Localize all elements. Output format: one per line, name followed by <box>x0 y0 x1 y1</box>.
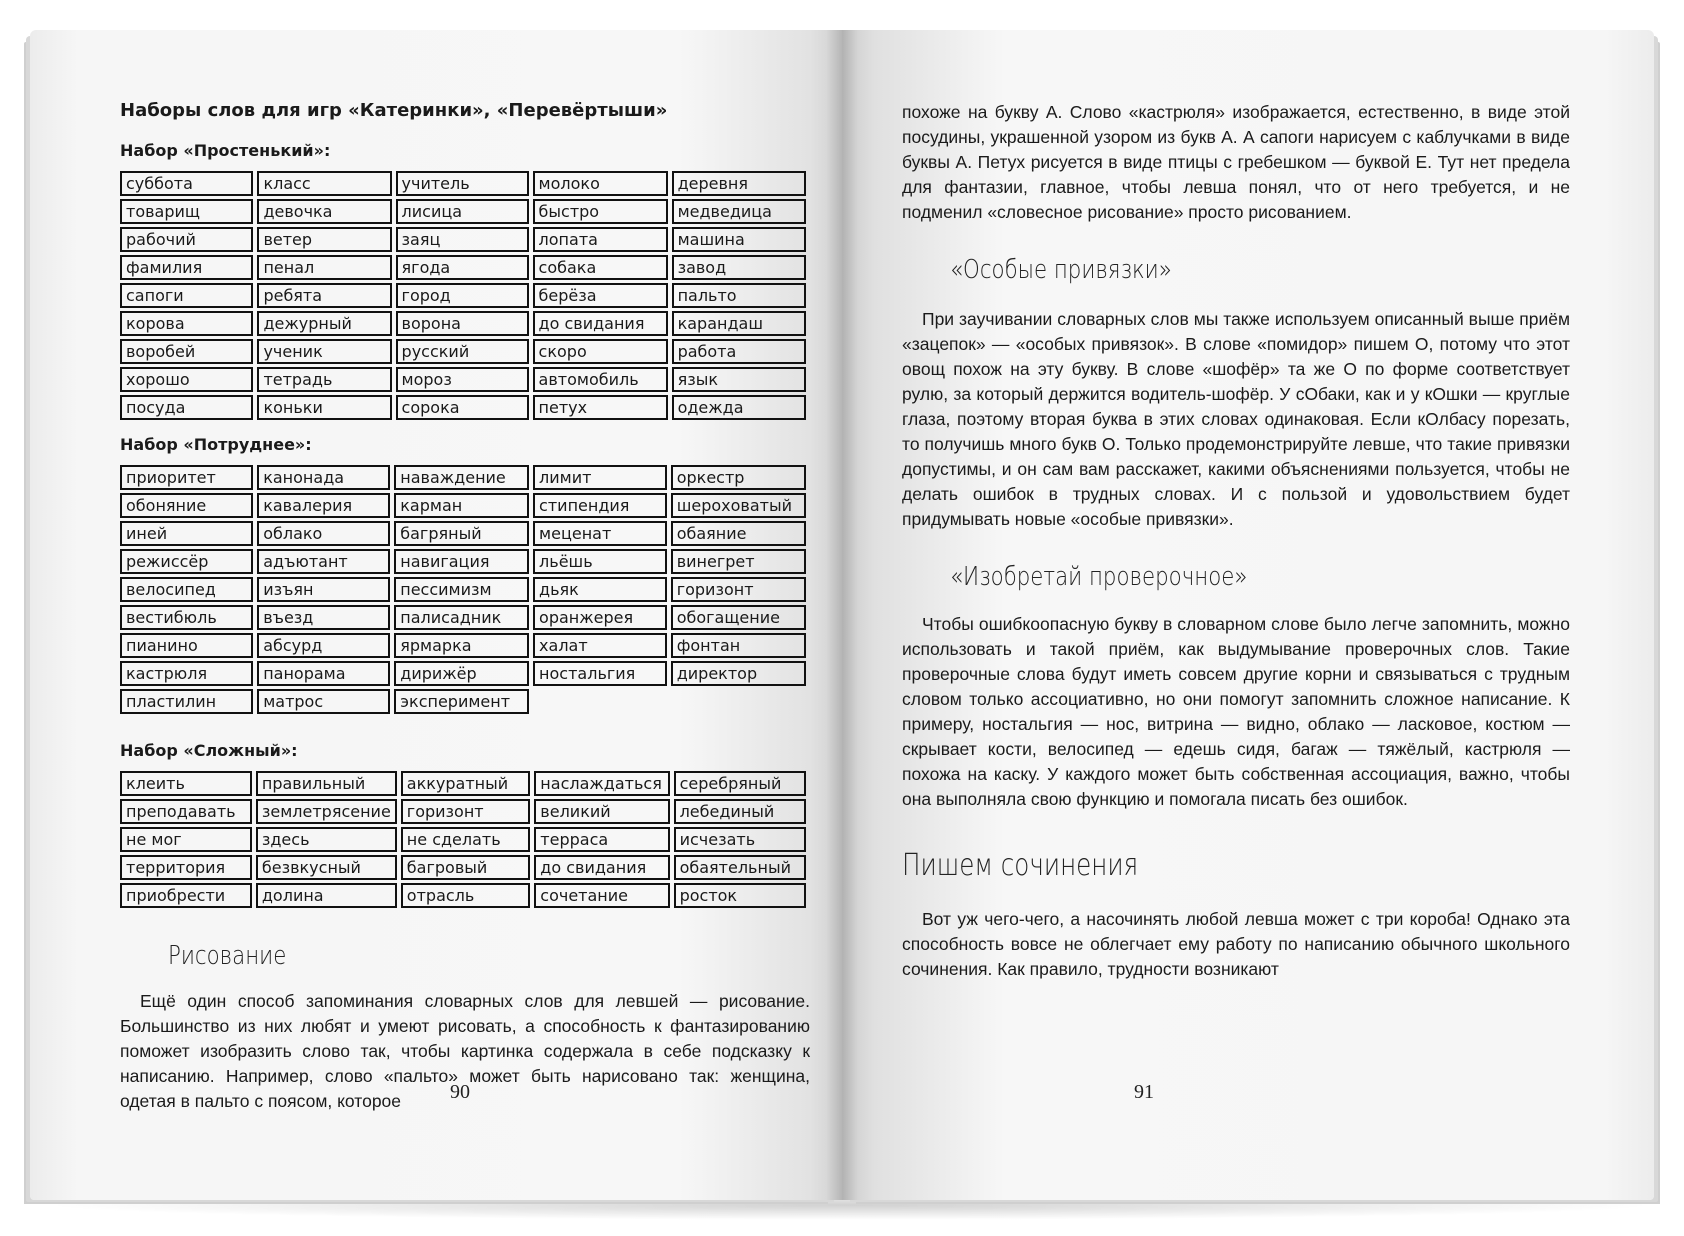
word-cell: преподавать <box>120 799 252 824</box>
word-cell: ребята <box>257 283 391 308</box>
word-cell: ворона <box>396 311 529 336</box>
word-cell: палисадник <box>394 605 529 630</box>
empty-cell <box>533 689 667 714</box>
word-cell: сапоги <box>120 283 253 308</box>
compositions-paragraph: Вот уж чего-чего, а насочинять любой левша может с три короба! Однако эта способность вовсе не облегчает ему работу по написанию обычного школьного сочинения. Как правило, трудности возникают <box>902 909 1570 979</box>
word-cell: учитель <box>396 171 529 196</box>
table-row <box>120 367 806 392</box>
word-cell: ученик <box>257 339 391 364</box>
word-cell: товарищ <box>120 199 253 224</box>
word-cell: тетрадь <box>257 367 391 392</box>
page-number-left: 90 <box>450 1081 470 1103</box>
word-cell: сочетание <box>534 883 669 908</box>
word-cell: собака <box>533 255 668 280</box>
word-cell: ветер <box>257 227 391 252</box>
word-cell: ностальгия <box>533 661 667 686</box>
word-cell: директор <box>671 661 806 686</box>
word-cell: воробей <box>120 339 253 364</box>
table-row <box>120 465 806 490</box>
word-cell: завод <box>672 255 806 280</box>
word-cell: пессимизм <box>394 577 529 602</box>
word-cell: берёза <box>533 283 668 308</box>
word-cell: панорама <box>257 661 390 686</box>
word-cell: петух <box>533 395 668 420</box>
word-cell: дьяк <box>533 577 667 602</box>
table-row <box>120 171 806 196</box>
word-cell: дежурный <box>257 311 391 336</box>
word-cell: одежда <box>672 395 806 420</box>
word-cell: серебряный <box>674 771 806 796</box>
word-cell: терраса <box>534 827 669 852</box>
word-cell: приоритет <box>120 465 253 490</box>
table-row <box>120 339 806 364</box>
word-cell: кавалерия <box>257 493 390 518</box>
word-cell: канонада <box>257 465 390 490</box>
word-cell: не сделать <box>401 827 531 852</box>
word-cell: матрос <box>257 689 390 714</box>
word-cell: скоро <box>533 339 668 364</box>
word-cell: наваждение <box>394 465 529 490</box>
word-cell: винегрет <box>671 549 806 574</box>
table-row <box>120 661 806 686</box>
word-cell: приобрести <box>120 883 252 908</box>
table-row <box>120 521 806 546</box>
word-cell: территория <box>120 855 252 880</box>
table-row <box>120 689 806 714</box>
word-cell: город <box>396 283 529 308</box>
word-cell: долина <box>256 883 397 908</box>
set-title-harder: Набор «Потруднее»: <box>120 435 312 454</box>
word-cell: безвкусный <box>256 855 397 880</box>
word-table-complex <box>116 768 810 911</box>
word-cell: велосипед <box>120 577 253 602</box>
table-row <box>120 771 806 796</box>
word-cell: корова <box>120 311 253 336</box>
word-cell: режиссёр <box>120 549 253 574</box>
word-cell: обаятельный <box>674 855 806 880</box>
word-cell: машина <box>672 227 806 252</box>
drawing-paragraph: Ещё один способ запоминания словарных слов для левшей — рисование. Большинство из них любят и умеют рисовать, а способность к фантазированию поможет изобразить слово так, чтобы картинка содержала в себе подсказку к написанию. Например, слово «пальто» может быть нарисовано так: женщина, одетая в пальто с поясом, которое <box>120 991 810 1111</box>
word-cell: язык <box>672 367 806 392</box>
table-row <box>120 855 806 880</box>
word-cell: не мог <box>120 827 252 852</box>
word-cell: деревня <box>672 171 806 196</box>
section-title: Наборы слов для игр «Катеринки», «Перевёртыши» <box>120 100 668 121</box>
word-cell: карман <box>394 493 529 518</box>
left-page-content <box>120 100 810 1114</box>
word-cell: девочка <box>257 199 391 224</box>
word-cell: лисица <box>396 199 529 224</box>
table-row <box>120 827 806 852</box>
word-cell: адъютант <box>257 549 390 574</box>
word-cell: лебединый <box>674 799 806 824</box>
word-cell: карандаш <box>672 311 806 336</box>
word-cell: багряный <box>394 521 529 546</box>
word-cell: обогащение <box>671 605 806 630</box>
word-cell: посуда <box>120 395 253 420</box>
word-cell: до свидания <box>534 855 669 880</box>
table-row <box>120 549 806 574</box>
word-cell: въезд <box>257 605 390 630</box>
word-cell: пианино <box>120 633 253 658</box>
compositions-heading: Пишем сочинения <box>902 848 1139 883</box>
word-cell: оркестр <box>671 465 806 490</box>
invent-check-paragraph: Чтобы ошибкоопасную букву в словарном слове было легче запомнить, можно использовать и такой приём, как выдумывание проверочных слов. Такие проверочные слова будут иметь совсем другие корни и связываться с трудным словом только ассоциативно, но они помогут запомнить сложное написание. К примеру, ностальгия — нос, витрина — видно, облако — ласковое, костюм — скрывает кости, велосипед — едешь сидя, багаж — тяжёлый, кастрюля — похожа на каску. У каждого может быть собственная ассоциация, важно, чтобы она выполняла свою функцию и помогала писать без ошибок. <box>902 614 1570 809</box>
special-links-heading: «Особые привязки» <box>950 255 1172 285</box>
word-cell: лимит <box>533 465 667 490</box>
word-cell: стипендия <box>533 493 667 518</box>
special-links-paragraph: При заучивании словарных слов мы также используем описанный выше приём «зацепок» — «особых привязок». В слове «помидор» пишем О, потому что этот овощ похож на эту букву. В слове «шофёр» та же О по форме соответствует рулю, за который держится водитель-шофёр. У сОбаки, как и у кОшки — круглые глаза, поэтому вторая буква в этих словах одинаковая. Если кОлбасу порезать, то получишь много букв О. Только продемонстрируйте левше, что такие привязки допустимы, и он сам вам расскажет, какими объяснениями пользуется, чтобы не делать ошибок в трудных словах. И с пользой и удовольствием будет придумывать новые «особые привязки». <box>902 309 1570 529</box>
word-cell: обаяние <box>671 521 806 546</box>
word-cell: молоко <box>533 171 668 196</box>
table-row <box>120 255 806 280</box>
word-cell: халат <box>533 633 667 658</box>
word-cell: шероховатый <box>671 493 806 518</box>
table-row <box>120 311 806 336</box>
word-cell: исчезать <box>674 827 806 852</box>
word-cell: правильный <box>256 771 397 796</box>
invent-check-heading: «Изобретай проверочное» <box>950 562 1248 592</box>
word-cell: клеить <box>120 771 252 796</box>
intro-paragraph: похоже на букву А. Слово «кастрюля» изображается, естественно, в виде этой посудины, украшенной узором из букв А. А сапоги нарисуем с каблучками в виде буквы А. Петух рисуется в виде птицы с гребешком — буквой Е. Тут нет предела для фантазии, главное, чтобы левша понял, что от него требуется, и не подменил «словесное рисование» просто рисованием. <box>902 102 1570 222</box>
drawing-heading: Рисование <box>168 941 287 971</box>
table-row <box>120 199 806 224</box>
word-cell: быстро <box>533 199 668 224</box>
word-cell: облако <box>257 521 390 546</box>
word-cell: русский <box>396 339 529 364</box>
word-cell: льёшь <box>533 549 667 574</box>
word-cell: суббота <box>120 171 253 196</box>
word-cell: обоняние <box>120 493 253 518</box>
word-cell: сорока <box>396 395 529 420</box>
word-cell: мороз <box>396 367 529 392</box>
word-cell: коньки <box>257 395 391 420</box>
word-cell: класс <box>257 171 391 196</box>
word-cell: заяц <box>396 227 529 252</box>
word-cell: аккуратный <box>401 771 531 796</box>
table-row <box>120 633 806 658</box>
table-row <box>120 283 806 308</box>
right-page-content <box>902 100 1570 982</box>
word-cell: автомобиль <box>533 367 668 392</box>
word-cell: великий <box>534 799 669 824</box>
table-row <box>120 577 806 602</box>
word-cell: пальто <box>672 283 806 308</box>
word-cell: горизонт <box>671 577 806 602</box>
set-title-complex: Набор «Сложный»: <box>120 741 298 760</box>
book-gutter <box>826 30 858 1200</box>
word-cell: фонтан <box>671 633 806 658</box>
word-cell: работа <box>672 339 806 364</box>
word-cell: ярмарка <box>394 633 529 658</box>
word-cell: пенал <box>257 255 391 280</box>
word-cell: абсурд <box>257 633 390 658</box>
word-cell: здесь <box>256 827 397 852</box>
word-cell: ягода <box>396 255 529 280</box>
table-row <box>120 395 806 420</box>
word-cell: дирижёр <box>394 661 529 686</box>
word-cell: наслаждаться <box>534 771 669 796</box>
word-cell: изъян <box>257 577 390 602</box>
word-cell: лопата <box>533 227 668 252</box>
word-cell: иней <box>120 521 253 546</box>
word-cell: отрасль <box>401 883 531 908</box>
table-row <box>120 883 806 908</box>
word-cell: вестибюль <box>120 605 253 630</box>
word-cell: навигация <box>394 549 529 574</box>
word-cell: оранжерея <box>533 605 667 630</box>
word-table-harder <box>116 462 810 717</box>
word-cell: меценат <box>533 521 667 546</box>
word-cell: рабочий <box>120 227 253 252</box>
table-row <box>120 227 806 252</box>
table-row <box>120 493 806 518</box>
word-cell: кастрюля <box>120 661 253 686</box>
word-cell: медведица <box>672 199 806 224</box>
word-cell: хорошо <box>120 367 253 392</box>
table-row <box>120 799 806 824</box>
word-cell: росток <box>674 883 806 908</box>
word-cell: землетрясение <box>256 799 397 824</box>
word-cell: пластилин <box>120 689 253 714</box>
word-cell: эксперимент <box>394 689 529 714</box>
empty-cell <box>671 689 806 714</box>
table-row <box>120 605 806 630</box>
page-number-right: 91 <box>1134 1081 1154 1103</box>
set-title-simple: Набор «Простенький»: <box>120 141 331 160</box>
left-page <box>30 30 842 1200</box>
right-page <box>842 30 1654 1200</box>
word-cell: горизонт <box>401 799 531 824</box>
word-cell: фамилия <box>120 255 253 280</box>
word-cell: до свидания <box>533 311 668 336</box>
word-table-simple <box>116 168 810 423</box>
word-cell: багровый <box>401 855 531 880</box>
